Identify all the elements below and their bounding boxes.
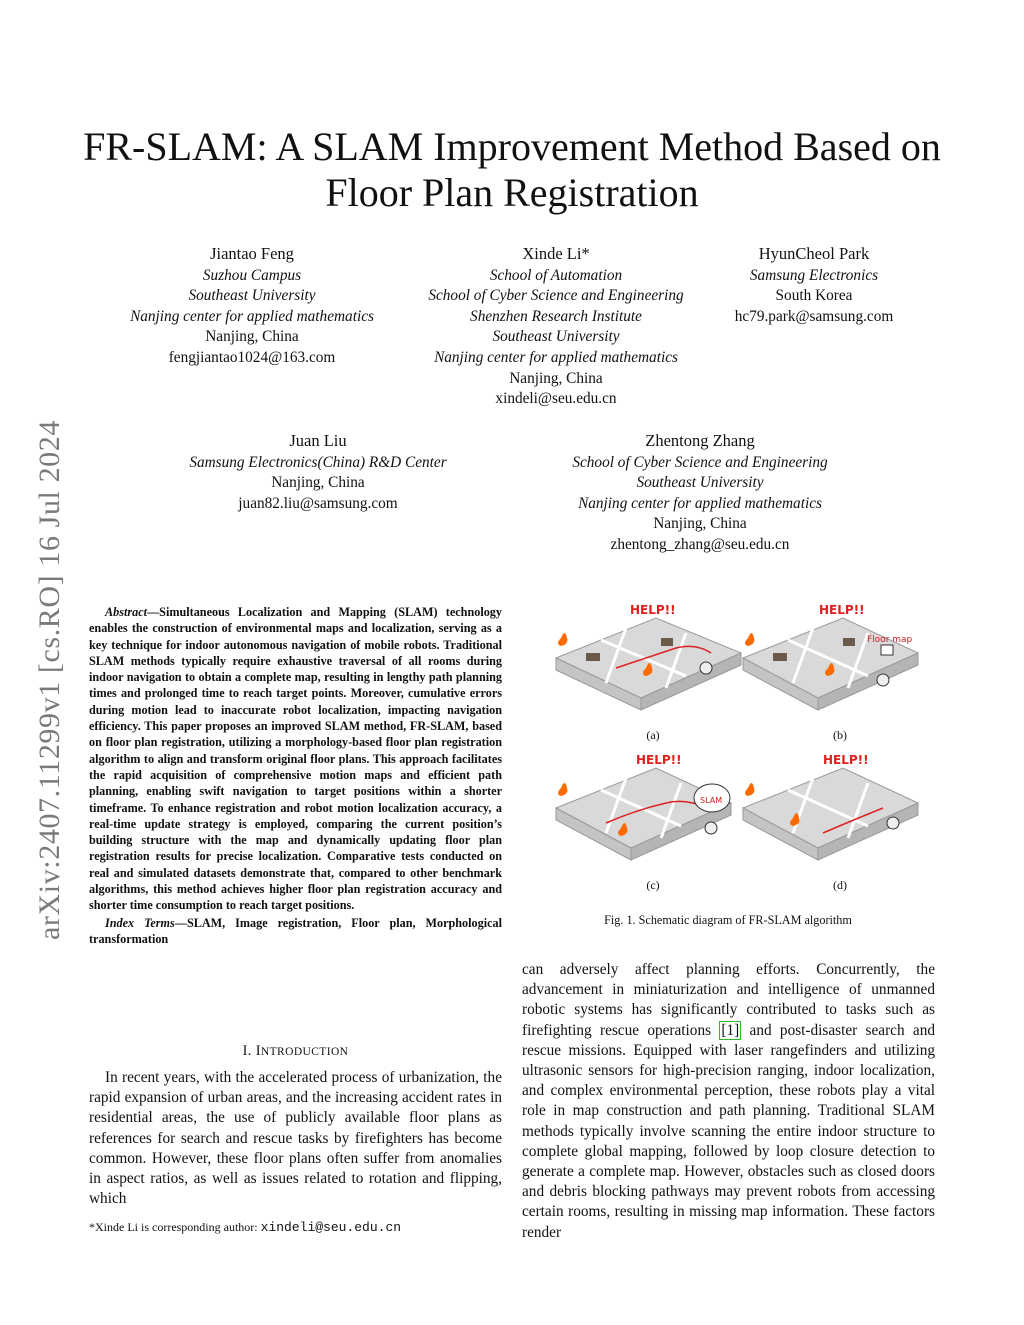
author-email: xindeli@seu.edu.cn xyxy=(495,390,617,408)
intro-right-text-2: and post-disaster search and rescue missions. Equipped with laser rangefinders and utilizing ultrasonic sensors for high-precision ranging, indoor localization, and complex environmental perception, these robots play a vital role in map construction and path planning. Traditional SLAM methods typically involve scanning the entire indoor structure to complete global mapping, followed by loop closure detection to generate a complete map. However, obstacles such as closed doors and debris blocking pathways may prevent robots from accessing certain rooms, resulting in missing map information. These factors render xyxy=(522,1021,936,1241)
author-location: South Korea xyxy=(775,287,853,305)
abstract xyxy=(89,604,502,947)
section-number: I. xyxy=(242,1043,252,1059)
section-heading xyxy=(89,1043,502,1060)
author-email: fengjiantao1024@163.com xyxy=(168,348,336,366)
author-block-1 xyxy=(110,244,394,369)
author-email: zhentong_zhang@seu.edu.cn xyxy=(610,535,790,553)
section-title-rest: NTRODUCTION xyxy=(260,1046,349,1058)
author-block-2 xyxy=(398,244,714,410)
author-name: Juan Liu xyxy=(289,431,347,450)
floor-plan-illustration-d xyxy=(733,748,933,876)
author-email: juan82.liu@samsung.com xyxy=(238,494,398,512)
figure-label-a: (a) xyxy=(646,728,660,742)
author-location: Nanjing, China xyxy=(653,515,747,533)
author-block-5 xyxy=(542,431,858,556)
author-affiliation: Southeast University xyxy=(188,287,316,305)
author-name: HyunCheol Park xyxy=(758,244,870,263)
figure-panel-c xyxy=(546,748,746,876)
floor-plan-illustration-a xyxy=(546,598,746,726)
abstract-label: Abstract xyxy=(105,605,147,619)
abstract-dash: — xyxy=(146,605,160,619)
figure-panel-d xyxy=(733,748,933,876)
footnote-email: xindeli@seu.edu.cn xyxy=(260,1220,402,1235)
author-affiliation: Shenzhen Research Institute xyxy=(470,307,642,325)
author-location: Nanjing, China xyxy=(271,474,365,492)
index-terms-label: Index Terms xyxy=(105,915,175,930)
floor-plan-illustration-c xyxy=(546,748,746,876)
help-label: HELP!! xyxy=(823,753,869,767)
author-location: Nanjing, China xyxy=(205,328,299,346)
help-label: HELP!! xyxy=(630,603,676,617)
author-affiliation: Nanjing center for applied mathematics xyxy=(578,494,822,512)
author-affiliation: Southeast University xyxy=(636,474,764,492)
author-name: Jiantao Feng xyxy=(210,244,294,263)
author-affiliation: School of Cyber Science and Engineering xyxy=(428,287,684,305)
footnote-text: *Xinde Li is corresponding author: xyxy=(89,1220,261,1234)
figure-caption: Fig. 1. Schematic diagram of FR-SLAM algorithm xyxy=(604,913,852,927)
author-affiliation: Samsung Electronics(China) R&D Center xyxy=(189,453,447,471)
figure-label-c: (c) xyxy=(646,878,660,892)
intro-right-text-1: can adversely affect planning efforts. Concurrently, the advancement in miniaturization and intelligence of unmanned robotic systems has significantly contributed to tasks such as firefighting rescue operations xyxy=(522,961,935,1039)
author-block-3 xyxy=(716,244,912,327)
figure-label-d: (d) xyxy=(833,878,847,892)
author-affiliation: Nanjing center for applied mathematics xyxy=(434,348,678,366)
author-affiliation: Samsung Electronics xyxy=(749,266,879,284)
abstract-text: Simultaneous Localization and Mapping (SLAM) technology enables the construction of environmental maps and localization, serving as a key technique for indoor autonomous navigation of mobile robots. Traditional SLAM methods typically require exhaustive traversal of all rooms during indoor navigation to obtain a complete map, resulting in lengthy path planning times and prolonged time to reach target points. Moreover, cumulative errors during motion lead to inaccurate robot localization, impacting navigation efficiency. This paper proposes an improved SLAM method, FR-SLAM, based on floor plan registration, utilizing a morphology-based floor plan registration algorithm to align and transform original floor plans. This approach facilitates the rapid acquisition of comprehensive motion maps and efficient path planning, enabling swift navigation to target positions within a shorter timeframe. To enhance registration and robot motion localization accuracy, a real-time update strategy is employed, comparing the current position’s building structure with the map and dynamically updating floor plan registration results for precise localization. Comparative tests conducted on real and simulated datasets demonstrate that, compared to other benchmark algorithms, this method achieves higher floor plan registration accuracy and shorter time consumption to reach target positions. xyxy=(89,605,502,913)
index-terms-text: SLAM, Image registration, Floor plan, Morphological transformation xyxy=(89,915,502,946)
author-name: Xinde Li* xyxy=(522,244,590,263)
index-terms-dash: — xyxy=(174,915,187,930)
footnote xyxy=(89,1220,509,1235)
author-block-4 xyxy=(160,431,476,514)
floor-plan-illustration-b xyxy=(733,598,933,726)
citation-link[interactable]: [1] xyxy=(721,1021,740,1039)
author-affiliation: School of Automation xyxy=(489,266,623,284)
author-affiliation: Suzhou Campus xyxy=(202,266,302,284)
figure-panel-a xyxy=(546,598,746,726)
slam-bubble-label: SLAM xyxy=(700,796,723,805)
section-title-initial: I xyxy=(255,1043,261,1059)
figure-label-b: (b) xyxy=(833,728,847,742)
author-location: Nanjing, China xyxy=(509,369,603,387)
intro-right-column xyxy=(522,960,935,1243)
help-label: HELP!! xyxy=(819,603,865,617)
help-label: HELP!! xyxy=(636,753,682,767)
author-name: Zhentong Zhang xyxy=(645,431,755,450)
author-affiliation: School of Cyber Science and Engineering xyxy=(572,453,828,471)
intro-paragraph: In recent years, with the accelerated process of urbanization, the rapid expansion of urban areas, and the increasing accident rates in residential areas, the use of publicly available floor plans as references for search and rescue tasks by firefighters has become common. However, these floor plans often suffer from anomalies in aspect ratios, as well as issues related to rotation and flipping, which xyxy=(89,1069,502,1208)
author-affiliation: Southeast University xyxy=(492,328,620,346)
figure-panel-b xyxy=(733,598,933,726)
arxiv-side-stamp: arXiv:2407.11299v1 [cs.RO] 16 Jul 2024 xyxy=(33,420,66,940)
author-email: hc79.park@samsung.com xyxy=(734,307,894,325)
floor-map-label: Floor map xyxy=(867,635,913,645)
intro-left-column xyxy=(89,1068,502,1209)
paper-title: FR-SLAM: A SLAM Improvement Method Based on Floor Plan Registration xyxy=(83,124,941,215)
author-affiliation: Nanjing center for applied mathematics xyxy=(130,307,374,325)
